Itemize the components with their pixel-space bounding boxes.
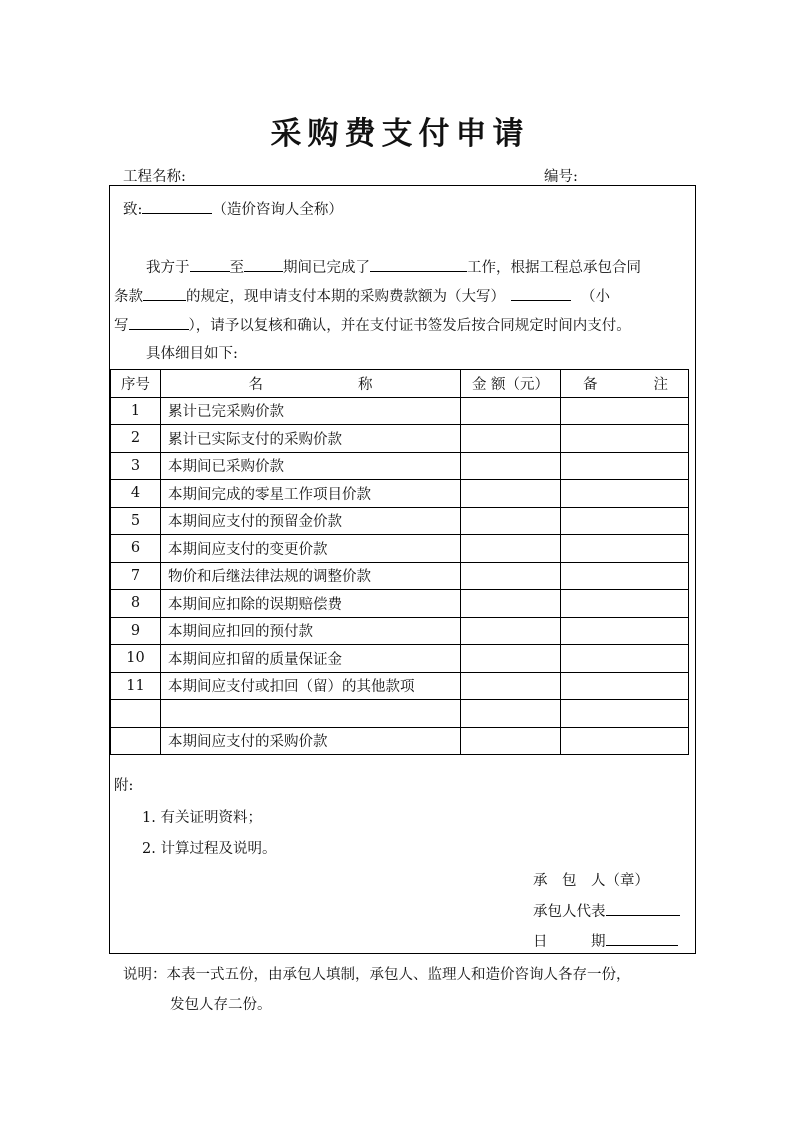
row-note-cell[interactable] — [561, 617, 689, 645]
header-note — [561, 370, 689, 398]
row-number: 4 — [111, 480, 161, 508]
row-number: 5 — [111, 507, 161, 535]
recipient-blank[interactable] — [142, 199, 212, 214]
row-amount-cell[interactable] — [461, 590, 561, 618]
row-note-cell[interactable] — [561, 727, 689, 755]
details-intro: 具体细目如下: — [146, 346, 238, 362]
table-row — [111, 397, 689, 425]
row-note-cell[interactable] — [561, 535, 689, 563]
row-number: 6 — [111, 535, 161, 563]
row-amount-cell[interactable] — [461, 425, 561, 453]
representative-blank[interactable] — [606, 901, 680, 916]
clause-blank[interactable] — [143, 286, 186, 301]
note-line-1: 说明：本表一式五份，由承包人填制，承包人、监理人和造价咨询人各存一份， — [123, 967, 631, 983]
row-name: 累计已实际支付的采购价款 — [161, 425, 461, 453]
header-no: 序号 — [111, 370, 161, 398]
table-header-row — [111, 370, 689, 398]
row-name: 物价和后继法律法规的调整价款 — [161, 562, 461, 590]
table-row — [111, 480, 689, 508]
row-amount-cell[interactable] — [461, 480, 561, 508]
table-row — [111, 672, 689, 700]
row-number: 10 — [111, 645, 161, 673]
table-row — [111, 727, 689, 755]
row-amount-cell[interactable] — [461, 672, 561, 700]
attachment-item-2: 2. 计算过程及说明。 — [142, 841, 277, 857]
page-title: 采购费支付申请 — [270, 116, 530, 152]
start-date-blank[interactable] — [190, 257, 230, 272]
body-text: 至 — [229, 260, 244, 276]
header-name-1: 名 — [248, 376, 263, 393]
row-amount-cell[interactable] — [461, 535, 561, 563]
amount-figures-blank[interactable] — [129, 315, 189, 330]
row-amount-cell[interactable] — [461, 645, 561, 673]
recipient-prefix: 致: — [123, 202, 143, 218]
row-note-cell[interactable] — [561, 590, 689, 618]
row-number: 11 — [111, 672, 161, 700]
items-table — [110, 369, 689, 755]
representative-label: 承包人代表 — [533, 904, 606, 920]
row-note-cell[interactable] — [561, 507, 689, 535]
row-number: 8 — [111, 590, 161, 618]
body-text: 条款 — [114, 289, 143, 305]
row-number: 2 — [111, 425, 161, 453]
header-name — [161, 370, 461, 398]
project-name-label: 工程名称: — [123, 169, 186, 185]
table-row — [111, 507, 689, 535]
attachment-item-1: 1. 有关证明资料； — [142, 810, 262, 826]
body-text: ），请予以复核和确认，并在支付证书签发后按合同规定时间内支付。 — [188, 318, 631, 334]
row-name: 本期间应支付的预留金价款 — [161, 507, 461, 535]
row-name: 本期间应扣除的误期赔偿费 — [161, 590, 461, 618]
row-note-cell[interactable] — [561, 397, 689, 425]
row-name: 本期间应扣留的质量保证金 — [161, 645, 461, 673]
row-amount-cell[interactable] — [461, 617, 561, 645]
row-name: 累计已完采购价款 — [161, 397, 461, 425]
row-note-cell[interactable] — [561, 425, 689, 453]
contractor-seal-label: 承 包 人（章） — [533, 873, 649, 889]
row-note-cell[interactable] — [561, 672, 689, 700]
row-note-cell[interactable] — [561, 452, 689, 480]
row-amount-cell[interactable] — [461, 397, 561, 425]
table-row — [111, 617, 689, 645]
row-number: 3 — [111, 452, 161, 480]
header-name-2: 称 — [358, 376, 373, 393]
table-row — [111, 452, 689, 480]
table-row — [111, 645, 689, 673]
row-note-cell[interactable] — [561, 480, 689, 508]
row-name: 本期间应支付或扣回（留）的其他款项 — [161, 672, 461, 700]
row-number: 7 — [111, 562, 161, 590]
date-blank[interactable] — [606, 931, 678, 946]
table-row — [111, 562, 689, 590]
date-line — [533, 930, 678, 951]
row-amount-cell[interactable] — [461, 727, 561, 755]
date-label: 日 期 — [533, 934, 606, 950]
body-text: （小 — [581, 289, 610, 305]
row-number: 1 — [111, 397, 161, 425]
header-note-1: 备 — [583, 376, 598, 393]
row-number — [111, 700, 161, 728]
number-label: 编号: — [544, 169, 578, 185]
note-line-2: 发包人存二份。 — [170, 997, 272, 1013]
table-row — [111, 425, 689, 453]
body-text: 写 — [114, 318, 129, 334]
representative-line — [533, 900, 680, 921]
row-amount-cell[interactable] — [461, 507, 561, 535]
body-line-3 — [114, 314, 631, 335]
recipient-line — [123, 198, 343, 219]
row-name: 本期间应支付的变更价款 — [161, 535, 461, 563]
row-name: 本期间应支付的采购价款 — [161, 727, 461, 755]
table-row — [111, 590, 689, 618]
work-blank[interactable] — [370, 257, 467, 272]
body-text: 工作，根据工程总承包合同 — [467, 260, 641, 276]
row-note-cell[interactable] — [561, 562, 689, 590]
body-line-1 — [146, 256, 641, 277]
row-name: 本期间完成的零星工作项目价款 — [161, 480, 461, 508]
row-amount-cell[interactable] — [461, 562, 561, 590]
row-name: 本期间应扣回的预付款 — [161, 617, 461, 645]
row-number: 9 — [111, 617, 161, 645]
row-number — [111, 727, 161, 755]
body-text: 的规定，现申请支付本期的采购费款额为（大写） — [186, 289, 505, 305]
row-name — [161, 700, 461, 728]
table-row — [111, 535, 689, 563]
recipient-suffix: （造价咨询人全称） — [212, 202, 343, 218]
body-text: 期间已完成了 — [283, 260, 370, 276]
header-amount: 金 额（元） — [461, 370, 561, 398]
attachments-label: 附: — [114, 778, 134, 794]
row-note-cell[interactable] — [561, 645, 689, 673]
amount-words-blank[interactable] — [511, 286, 571, 301]
body-text: 我方于 — [146, 260, 190, 276]
end-date-blank[interactable] — [244, 257, 283, 272]
row-amount-cell[interactable] — [461, 452, 561, 480]
body-line-2 — [114, 285, 610, 306]
row-amount-cell[interactable] — [461, 700, 561, 728]
table-row — [111, 700, 689, 728]
row-note-cell[interactable] — [561, 700, 689, 728]
row-name: 本期间已采购价款 — [161, 452, 461, 480]
header-note-2: 注 — [653, 376, 668, 393]
